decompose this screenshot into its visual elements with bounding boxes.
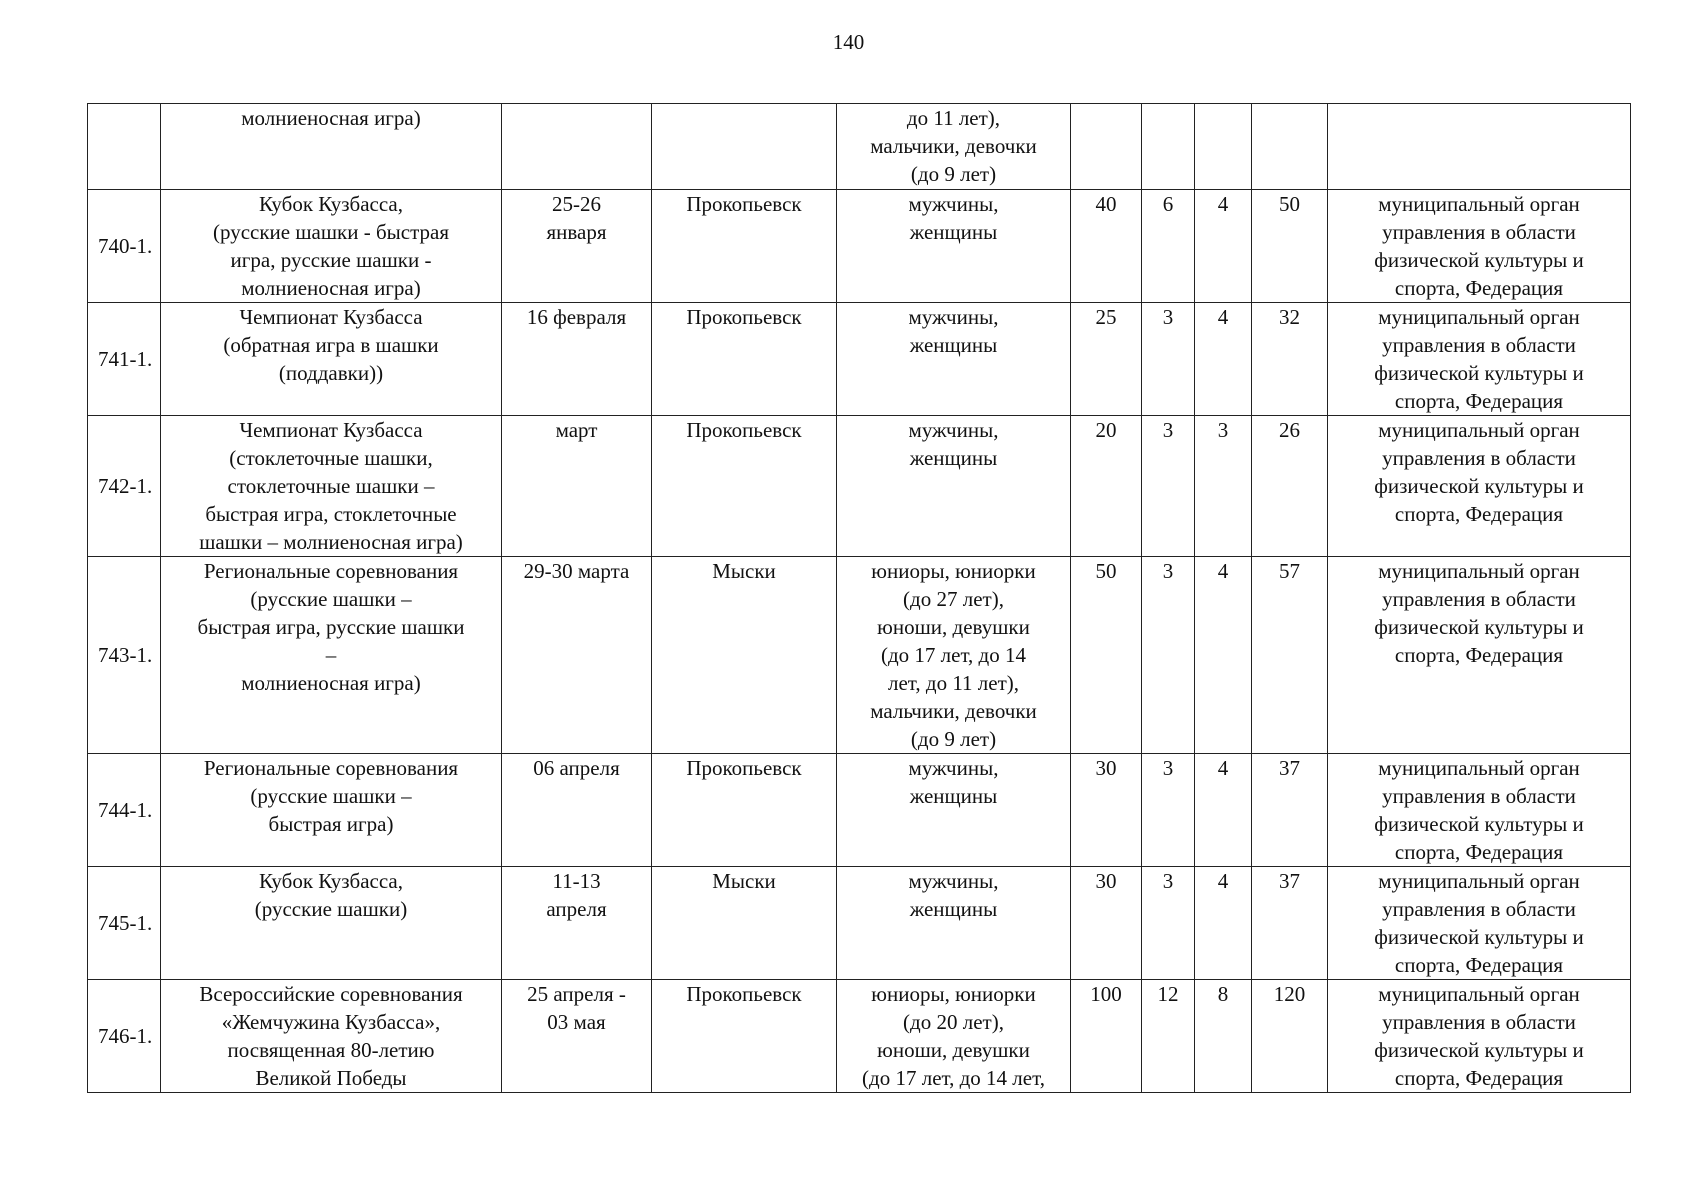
count-cell: 50: [1071, 557, 1142, 754]
row-number: [88, 104, 161, 190]
row-number: 742-1.: [88, 416, 161, 557]
event-place: Прокопьевск: [652, 416, 837, 557]
count-cell: 120: [1252, 980, 1328, 1093]
count-cell: 8: [1195, 980, 1252, 1093]
count-cell: 32: [1252, 303, 1328, 416]
event-organizer: муниципальный орган управления в области физической культуры и спорта, Федерация: [1328, 303, 1631, 416]
count-cell: 4: [1195, 303, 1252, 416]
count-cell: 57: [1252, 557, 1328, 754]
count-cell: 100: [1071, 980, 1142, 1093]
event-name: Чемпионат Кузбасса (обратная игра в шашки (поддавки)): [161, 303, 502, 416]
table-row: [88, 416, 1631, 557]
event-organizer: муниципальный орган управления в области физической культуры и спорта, Федерация: [1328, 980, 1631, 1093]
event-place: Мыски: [652, 557, 837, 754]
row-number: 743-1.: [88, 557, 161, 754]
event-date: 29-30 марта: [502, 557, 652, 754]
count-cell: 4: [1195, 754, 1252, 867]
table-row: [88, 557, 1631, 754]
event-participants: мужчины, женщины: [837, 867, 1071, 980]
event-place: Прокопьевск: [652, 190, 837, 303]
event-organizer: муниципальный орган управления в области физической культуры и спорта, Федерация: [1328, 416, 1631, 557]
count-cell: [1071, 104, 1142, 190]
row-number: 741-1.: [88, 303, 161, 416]
event-participants: мужчины, женщины: [837, 754, 1071, 867]
event-participants: мужчины, женщины: [837, 416, 1071, 557]
event-date: 25-26 января: [502, 190, 652, 303]
event-place: Прокопьевск: [652, 980, 837, 1093]
count-cell: [1142, 104, 1195, 190]
event-name: Региональные соревнования (русские шашки – быстрая игра, русские шашки – молниеносная игра): [161, 557, 502, 754]
event-name: Региональные соревнования (русские шашки – быстрая игра): [161, 754, 502, 867]
event-name: Кубок Кузбасса, (русские шашки - быстрая игра, русские шашки - молниеносная игра): [161, 190, 502, 303]
event-organizer: муниципальный орган управления в области физической культуры и спорта, Федерация: [1328, 867, 1631, 980]
event-date: [502, 104, 652, 190]
count-cell: 3: [1195, 416, 1252, 557]
event-name: Всероссийские соревнования «Жемчужина Кузбасса», посвященная 80-летию Великой Победы: [161, 980, 502, 1093]
event-organizer: муниципальный орган управления в области физической культуры и спорта, Федерация: [1328, 557, 1631, 754]
event-organizer: муниципальный орган управления в области физической культуры и спорта, Федерация: [1328, 754, 1631, 867]
count-cell: 30: [1071, 867, 1142, 980]
row-number: 740-1.: [88, 190, 161, 303]
events-table: [87, 103, 1631, 1093]
event-date: 25 апреля - 03 мая: [502, 980, 652, 1093]
count-cell: 3: [1142, 754, 1195, 867]
event-organizer: [1328, 104, 1631, 190]
event-place: Прокопьевск: [652, 754, 837, 867]
event-date: 11-13 апреля: [502, 867, 652, 980]
table-row: [88, 754, 1631, 867]
event-date: 16 февраля: [502, 303, 652, 416]
row-number: 744-1.: [88, 754, 161, 867]
event-date: март: [502, 416, 652, 557]
count-cell: 20: [1071, 416, 1142, 557]
count-cell: 4: [1195, 557, 1252, 754]
event-name: молниеносная игра): [161, 104, 502, 190]
page-number: 140: [832, 30, 865, 54]
count-cell: 12: [1142, 980, 1195, 1093]
count-cell: 25: [1071, 303, 1142, 416]
table-row: [88, 190, 1631, 303]
event-organizer: муниципальный орган управления в области физической культуры и спорта, Федерация: [1328, 190, 1631, 303]
count-cell: 3: [1142, 867, 1195, 980]
table-row: [88, 980, 1631, 1093]
count-cell: 3: [1142, 416, 1195, 557]
count-cell: 4: [1195, 867, 1252, 980]
row-number: 745-1.: [88, 867, 161, 980]
count-cell: [1252, 104, 1328, 190]
count-cell: 26: [1252, 416, 1328, 557]
event-place: [652, 104, 837, 190]
event-participants: юниоры, юниорки (до 20 лет), юноши, девушки (до 17 лет, до 14 лет,: [837, 980, 1071, 1093]
event-place: Мыски: [652, 867, 837, 980]
event-date: 06 апреля: [502, 754, 652, 867]
table-row: [88, 867, 1631, 980]
count-cell: 40: [1071, 190, 1142, 303]
event-name: Чемпионат Кузбасса (стоклеточные шашки, стоклеточные шашки – быстрая игра, стоклеточные шашки – молниеносная игра): [161, 416, 502, 557]
count-cell: 37: [1252, 754, 1328, 867]
count-cell: [1195, 104, 1252, 190]
event-place: Прокопьевск: [652, 303, 837, 416]
count-cell: 30: [1071, 754, 1142, 867]
event-participants: юниоры, юниорки (до 27 лет), юноши, девушки (до 17 лет, до 14 лет, до 11 лет), мальчики, девочки (до 9 лет): [837, 557, 1071, 754]
event-participants: мужчины, женщины: [837, 303, 1071, 416]
count-cell: 50: [1252, 190, 1328, 303]
event-participants: мужчины, женщины: [837, 190, 1071, 303]
count-cell: 4: [1195, 190, 1252, 303]
event-name: Кубок Кузбасса, (русские шашки): [161, 867, 502, 980]
event-participants: до 11 лет), мальчики, девочки (до 9 лет): [837, 104, 1071, 190]
count-cell: 3: [1142, 557, 1195, 754]
count-cell: 37: [1252, 867, 1328, 980]
table-row: [88, 303, 1631, 416]
row-number: 746-1.: [88, 980, 161, 1093]
table-row: [88, 104, 1631, 190]
count-cell: 3: [1142, 303, 1195, 416]
count-cell: 6: [1142, 190, 1195, 303]
